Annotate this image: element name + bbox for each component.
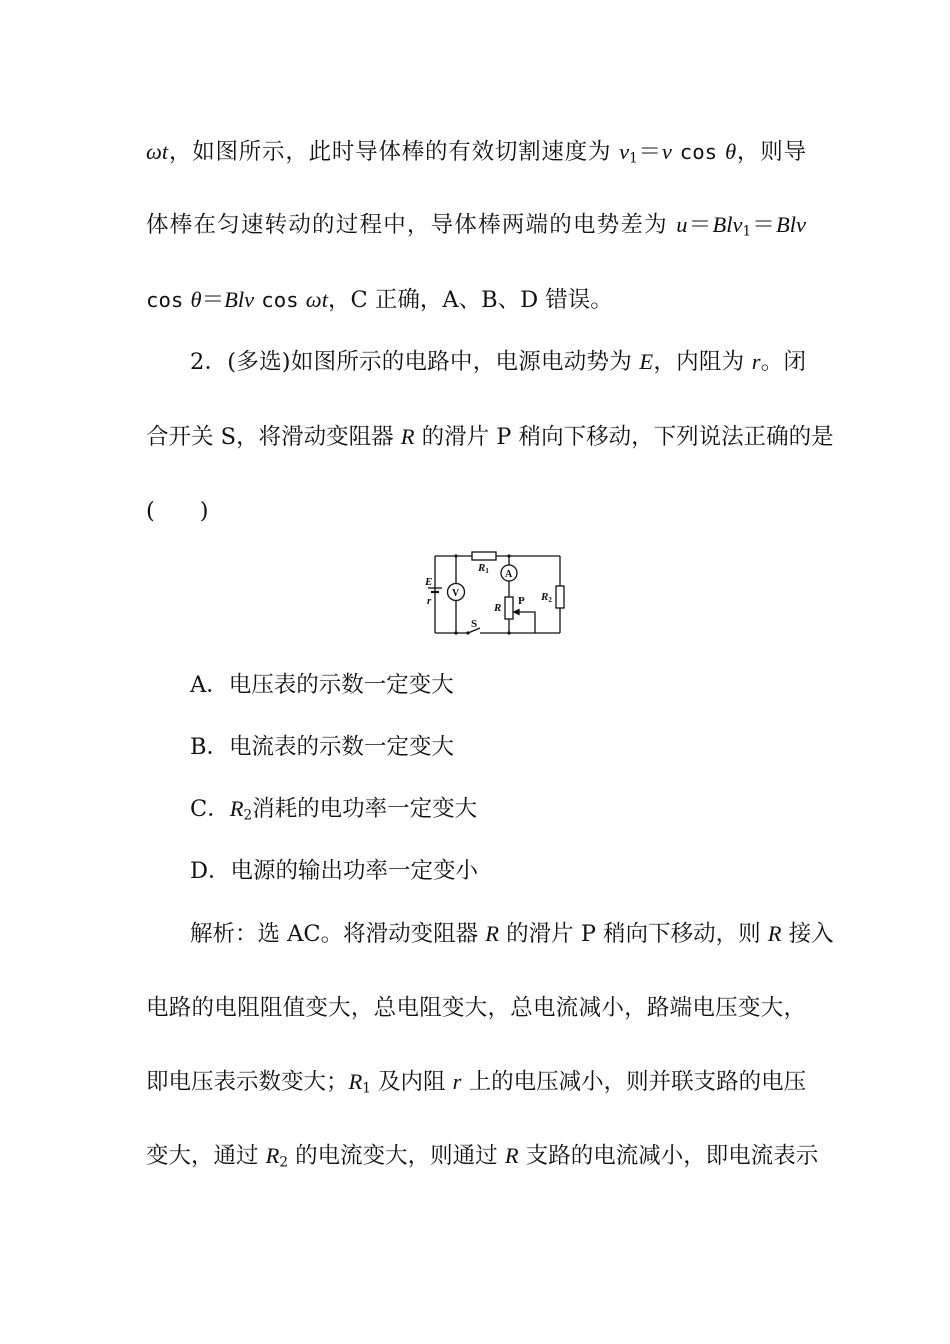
option-d: D．电源的输出功率一定变小 — [190, 858, 479, 884]
option-b: B．电流表的示数一定变大 — [190, 734, 455, 760]
internal-resistance-label: r — [427, 595, 432, 607]
option-c: C．$R_2$消耗的电功率一定变大 — [190, 796, 478, 824]
ammeter-label: A — [505, 569, 513, 580]
slider-label: P — [518, 595, 525, 607]
analysis-line: 变大，通过 $R_2$ 的电流变大，则通过 R 支路的电流减小，即电流表示 — [146, 1143, 819, 1171]
text-line: cos θ＝Blv cos ωt，C 正确，A、B、D 错误。 — [146, 287, 613, 313]
text-line: 体棒在匀速转动的过程中，导体棒两端的电势差为 u＝Blv$_1$＝Blv — [146, 212, 806, 240]
switch-label: S — [471, 618, 478, 630]
text-line: ωt，如图所示，此时导体棒的有效切割速度为 $v_1=v$ cos θ，则导 — [146, 139, 806, 167]
rheostat-label: R — [494, 602, 502, 614]
option-a: A．电压表的示数一定变大 — [190, 672, 454, 698]
emf-label: E — [425, 576, 433, 588]
analysis-line: 电路的电阻阻值变大，总电阻变大，总电流减小，路端电压变大， — [146, 995, 806, 1021]
answer-bracket: ( ) — [146, 498, 209, 524]
question-line: 2．(多选)如图所示的电路中，电源电动势为 E，内阻为 r。闭 — [190, 349, 806, 375]
voltmeter-label: V — [452, 588, 460, 599]
r2-label: R2 — [541, 591, 552, 604]
analysis-line: 解析：选 AC。将滑动变阻器 R 的滑片 P 稍向下移动，则 R 接入 — [190, 921, 834, 947]
analysis-line: 即电压表示数变大；$R_1$ 及内阻 r 上的电压减小，则并联支路的电压 — [146, 1069, 807, 1097]
r1-label: R1 — [478, 562, 489, 575]
circuit-diagram — [420, 548, 570, 638]
question-line: 合开关 S，将滑动变阻器 R 的滑片 P 稍向下移动，下列说法正确的是 — [146, 424, 834, 450]
